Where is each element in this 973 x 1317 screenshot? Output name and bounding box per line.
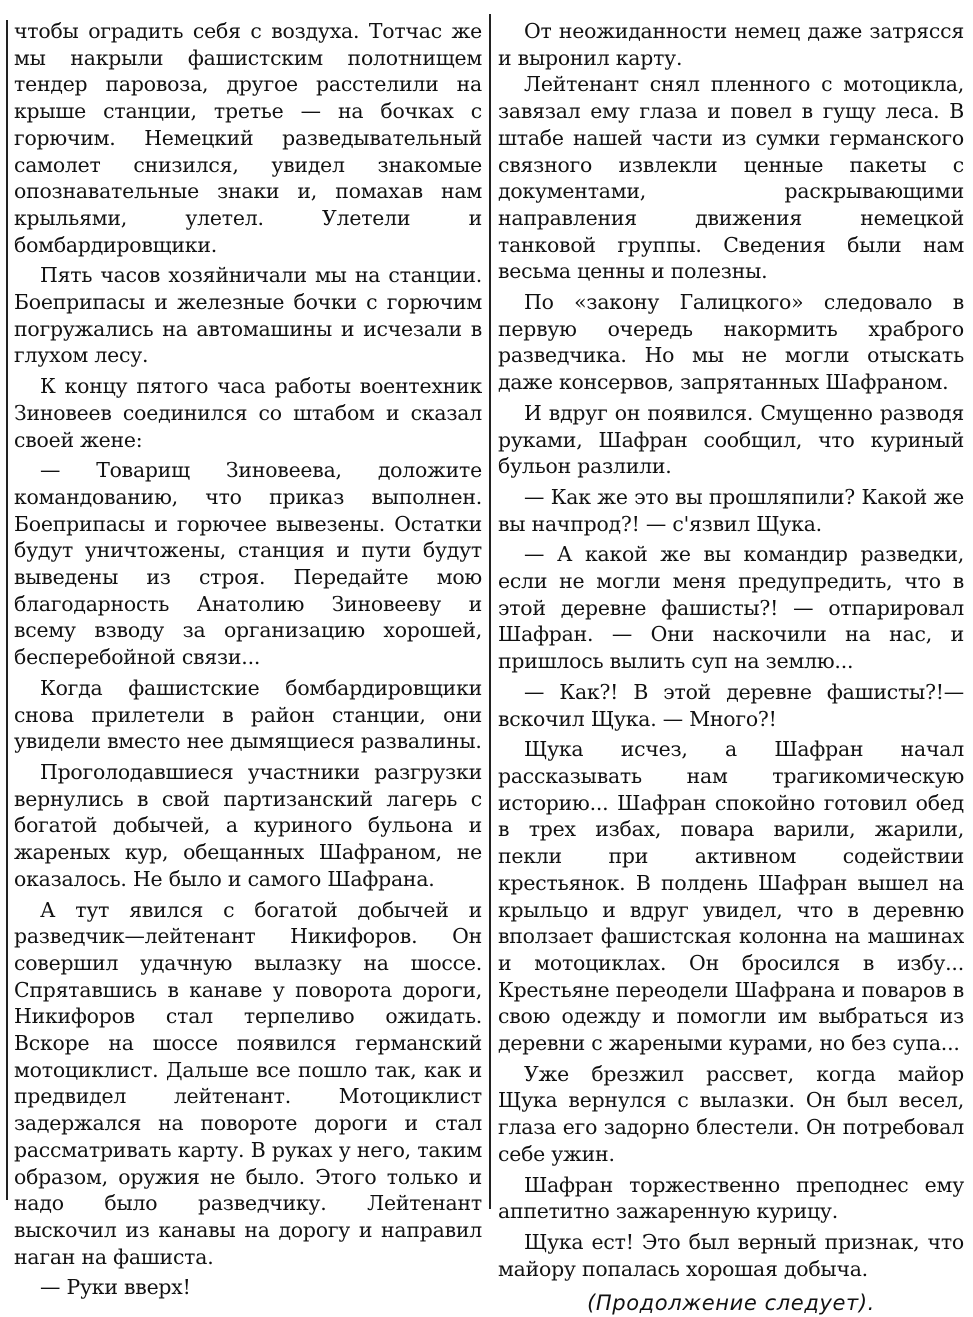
left-column bbox=[14, 18, 482, 1301]
column-divider bbox=[489, 14, 491, 1209]
continuation-note: (Продолжение следует). bbox=[587, 1291, 875, 1316]
paragraph: А тут явился с богатой добычей и разведчик—лейтенант Никифоров. Он совершил удачную вылазку на шоссе. Спрятавшись в канаве у поворота дороги, Никифоров стал терпеливо ожидать. Вскоре на шоссе появился германский мотоциклист. Дальше все пошло так, как и предвидел лейтенант. Мотоциклист задержался на повороте дороги и стал рассматривать карту. В руках у него, таким образом, оружия не было. Этого только и надо было разведчику. Лейтенант выскочил из канавы на дорогу и направил наган на фашиста. bbox=[14, 897, 482, 1269]
right-column bbox=[498, 18, 964, 1317]
paragraph: Пять часов хозяйничали мы на станции. Боеприпасы и железные бочки с горючим погружались на автомашины и исчезали в глухом лесу. bbox=[14, 263, 482, 368]
paragraph: Лейтенант снял пленного с мотоцикла, завязал ему глаза и повел в гущу леса. В штабе нашей части из сумки германского связного извлекли ценные пакеты с документами, раскрывающими направления движения немецкой танковой группы. Сведения были нам весьма ценны и полезны. bbox=[498, 72, 964, 284]
paragraph: К концу пятого часа работы воентехник Зиновеев соединился со штабом и сказал своей жене: bbox=[14, 374, 482, 452]
paragraph: Уже брезжил рассвет, когда майор Щука вернулся с вылазки. Он был весел, глаза его задорно блестели. Он потребовал себе ужин. bbox=[498, 1061, 964, 1166]
paragraph: Проголодавшиеся участники разгрузки вернулись в свой партизанский лагерь с богатой добычей, а куриного бульона и жареных кур, обещанных Шафраном, не оказалось. Не было и самого Шафрана. bbox=[14, 759, 482, 891]
paragraph: Шафран торжественно преподнес ему аппетитно зажаренную курицу. bbox=[498, 1172, 964, 1224]
paragraph: — Товарищ Зиновеева, доложите командованию, что приказ выполнен. Боеприпасы и горючее вывезены. Остатки будут уничтожены, станция и пути будут выведены из строя. Передайте мою благодарность Анатолию Зиновееву и всему взводу за организацию хорошей, бесперебойной связи... bbox=[14, 458, 482, 670]
paragraph: — Как?! В этой деревне фашисты?!— вскочил Щука. — Много?! bbox=[498, 679, 964, 731]
left-edge-rule bbox=[6, 20, 8, 1200]
paragraph: Когда фашистские бомбардировщики снова прилетели в район станции, они увидели вместо нее дымящиеся развалины. bbox=[14, 675, 482, 754]
paragraph: По «закону Галицкого» следовало в первую очередь накормить храброго разведчика. Но мы не могли отыскать даже консервов, запрятанных Шафраном. bbox=[498, 290, 964, 395]
paragraph: — Руки вверх! bbox=[40, 1275, 191, 1300]
paragraph: И вдруг он появился. Смущенно разводя руками, Шафран сообщил, что куриный бульон разлили. bbox=[498, 400, 964, 479]
paragraph: Щука исчез, а Шафран начал рассказывать нам трагикомическую историю... Шафран спокойно готовил обед в трех избах, повара варили, жарили, пекли при активном содействии крестьянок. В полдень Шафран вышел на крыльцо и вдруг увидел, что в деревню вползает фашистская колонна на машинах и мотоциклах. Он бросился в избу... Крестьяне переодели Шафрана и поваров в свою одежду и помогли им выбраться из деревни с жареными курами, но без супа... bbox=[498, 737, 964, 1056]
paragraph: — А какой же вы командир разведки, если не могли меня предупредить, что в этой деревне фашисты?! — отпарировал Шафран. — Они наскочили на нас, и пришлось вылить суп на землю... bbox=[498, 542, 964, 674]
paragraph: От неожиданности немец даже затрясся и выронил карту. bbox=[498, 19, 964, 70]
paragraph: Щука ест! Это был верный признак, что майору попалась хорошая добыча. bbox=[498, 1229, 964, 1281]
paragraph: — Как же это вы прошляпили? Какой же вы начпрод?! — с'язвил Щука. bbox=[498, 484, 964, 536]
paragraph: чтобы оградить себя с воздуха. Тотчас же мы накрыли фашистским полотнищем тендер паровоза, другое расстелили на крыше станции, третье — на бочках с горючим. Немецкий разведывательный самолет снизился, увидел знакомые опознавательные знаки и, помахав нам крыльями, улетел. Улетели и бомбардировщики. bbox=[14, 19, 482, 257]
